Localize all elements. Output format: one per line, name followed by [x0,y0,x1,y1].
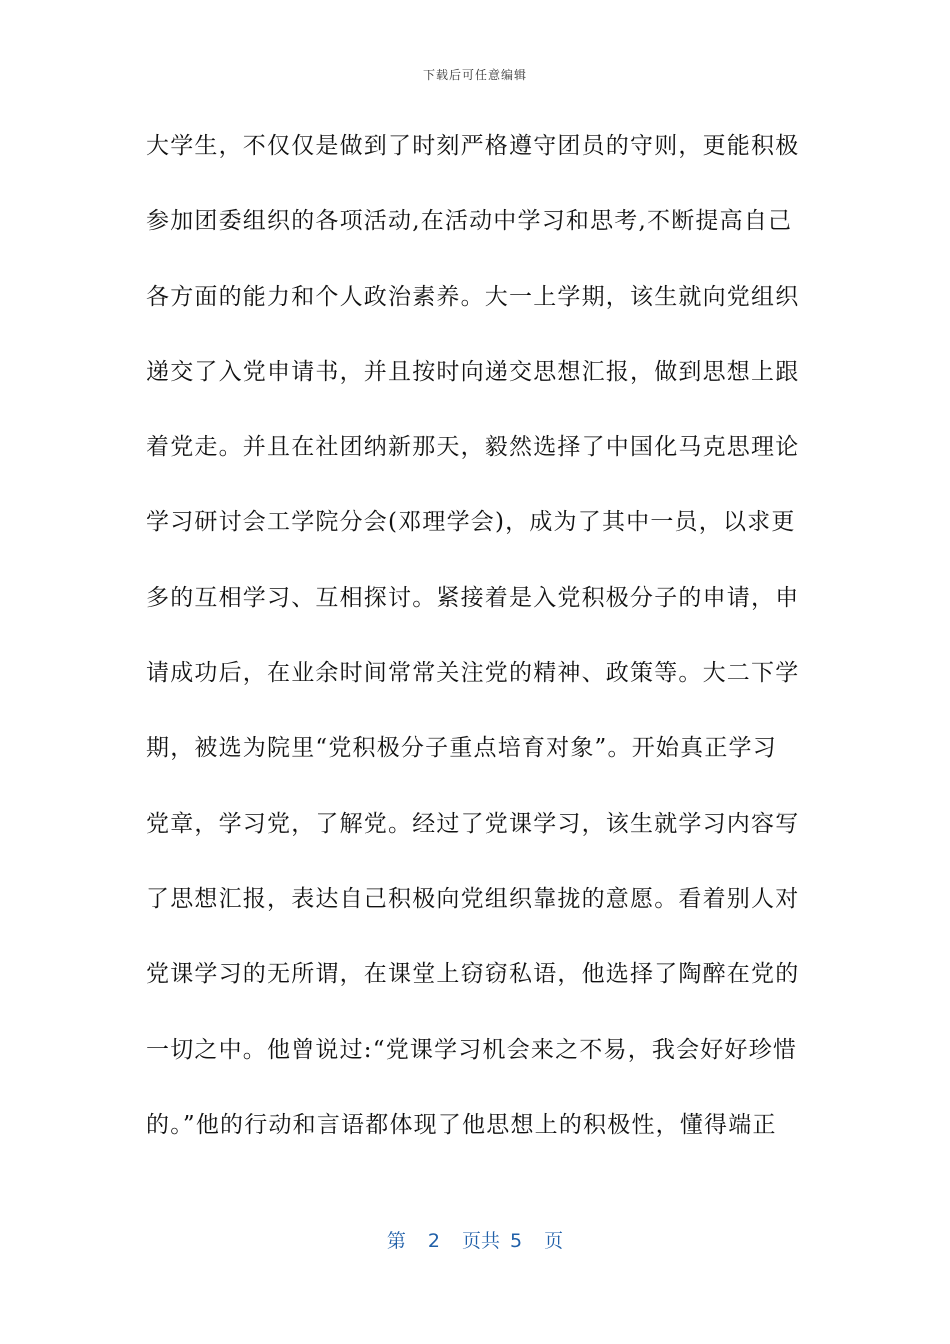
page-suffix: 页 [544,1230,564,1252]
body-line: 期，被选为院里“党积极分子重点培育对象”。开始真正学习 [146,735,777,762]
body-line: 的。”他的行动和言语都体现了他思想上的积极性，懂得端正 [146,1111,777,1138]
body-line: 党课学习的无所谓，在课堂上窃窃私语，他选择了陶醉在党的 [146,961,800,988]
body-line: 多的互相学习、互相探讨。紧接着是入党积极分子的申请，申 [146,584,800,611]
page-footer [0,1226,950,1253]
document-body [146,124,806,1178]
body-line: 学习研讨会工学院分会(邓理学会)，成为了其中一员，以求更 [146,509,796,536]
page-total: 5 [510,1230,523,1252]
body-line: 大学生，不仅仅是做到了时刻严格遵守团员的守则，更能积极 [146,133,800,159]
page-prefix: 第 [386,1230,406,1252]
page-number: 2 [427,1230,440,1252]
body-line: 递交了入党申请书，并且按时向递交思想汇报，做到思想上跟 [146,358,800,385]
body-line: 了思想汇报，表达自己积极向党组织靠拢的意愿。看着别人对 [146,885,800,912]
body-line: 请成功后，在业余时间常常关注党的精神、政策等。大二下学 [146,660,800,687]
body-line: 党章，学习党，了解党。经过了党课学习，该生就学习内容写 [146,810,800,837]
header-note: 下载后可任意编辑 [422,68,527,82]
body-line: 参加团委组织的各项活动,在活动中学习和思考,不断提高自己 [146,208,793,235]
body-line: 一切之中。他曾说过:“党课学习机会来之不易，我会好好珍惜 [146,1036,798,1063]
body-line: 各方面的能力和个人政治素养。大一上学期，该生就向党组织 [146,283,800,310]
page-mid: 页共 [461,1230,500,1252]
body-line: 着党走。并且在社团纳新那天，毅然选择了中国化马克思理论 [146,434,800,461]
